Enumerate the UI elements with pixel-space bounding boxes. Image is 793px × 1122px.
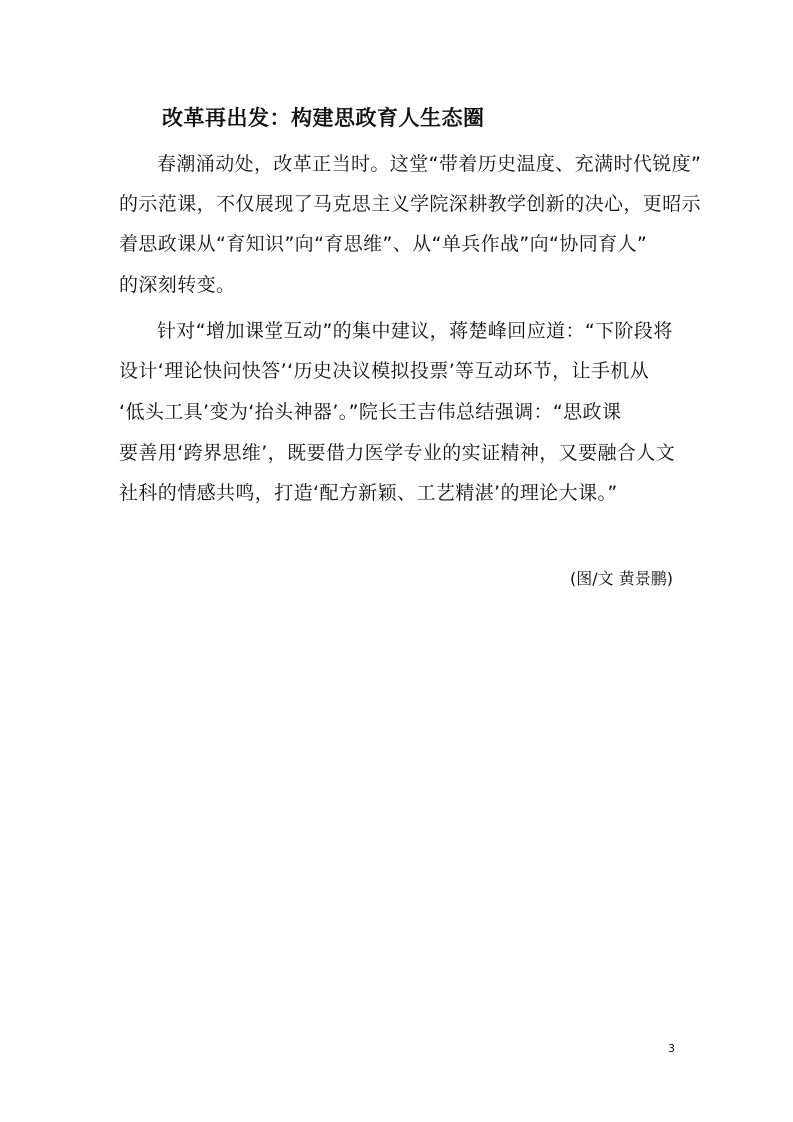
page-number: 3 [668,1042,675,1055]
paragraph-line: 针对“增加课堂互动”的集中建议，蒋楚峰回应道：“下阶段将 [157,320,673,342]
paragraph-line: 春潮涌动处，改革正当时。这堂“带着历史温度、充满时代锐度” [157,153,702,175]
paragraph-line: 着思政课从“育知识”向“育思维”、从“单兵作战”向“协同育人” [119,233,648,255]
paragraph-line: 要善用‘跨界思维’，既要借力医学专业的实证精神，又要融合人文 [119,442,676,464]
section-heading: 改革再出发：构建思政育人生态圈 [162,106,485,130]
paragraph-line: ‘低头工具’变为‘抬头神器’。”院长王吉伟总结强调：“思政课 [119,401,622,423]
paragraph-line: 的示范课，不仅展现了马克思主义学院深耕教学创新的决心，更昭示 [119,193,702,215]
author-credit: (图/文 黄景鹏) [570,569,673,588]
paragraph-line: 的深刻转变。 [119,274,236,296]
paragraph-line: 设计‘理论快问快答’‘历史决议模拟投票’等互动环节，让手机从 [119,360,650,382]
paragraph-line: 社科的情感共鸣，打造‘配方新颖、工艺精湛’的理论大课。” [119,482,618,504]
